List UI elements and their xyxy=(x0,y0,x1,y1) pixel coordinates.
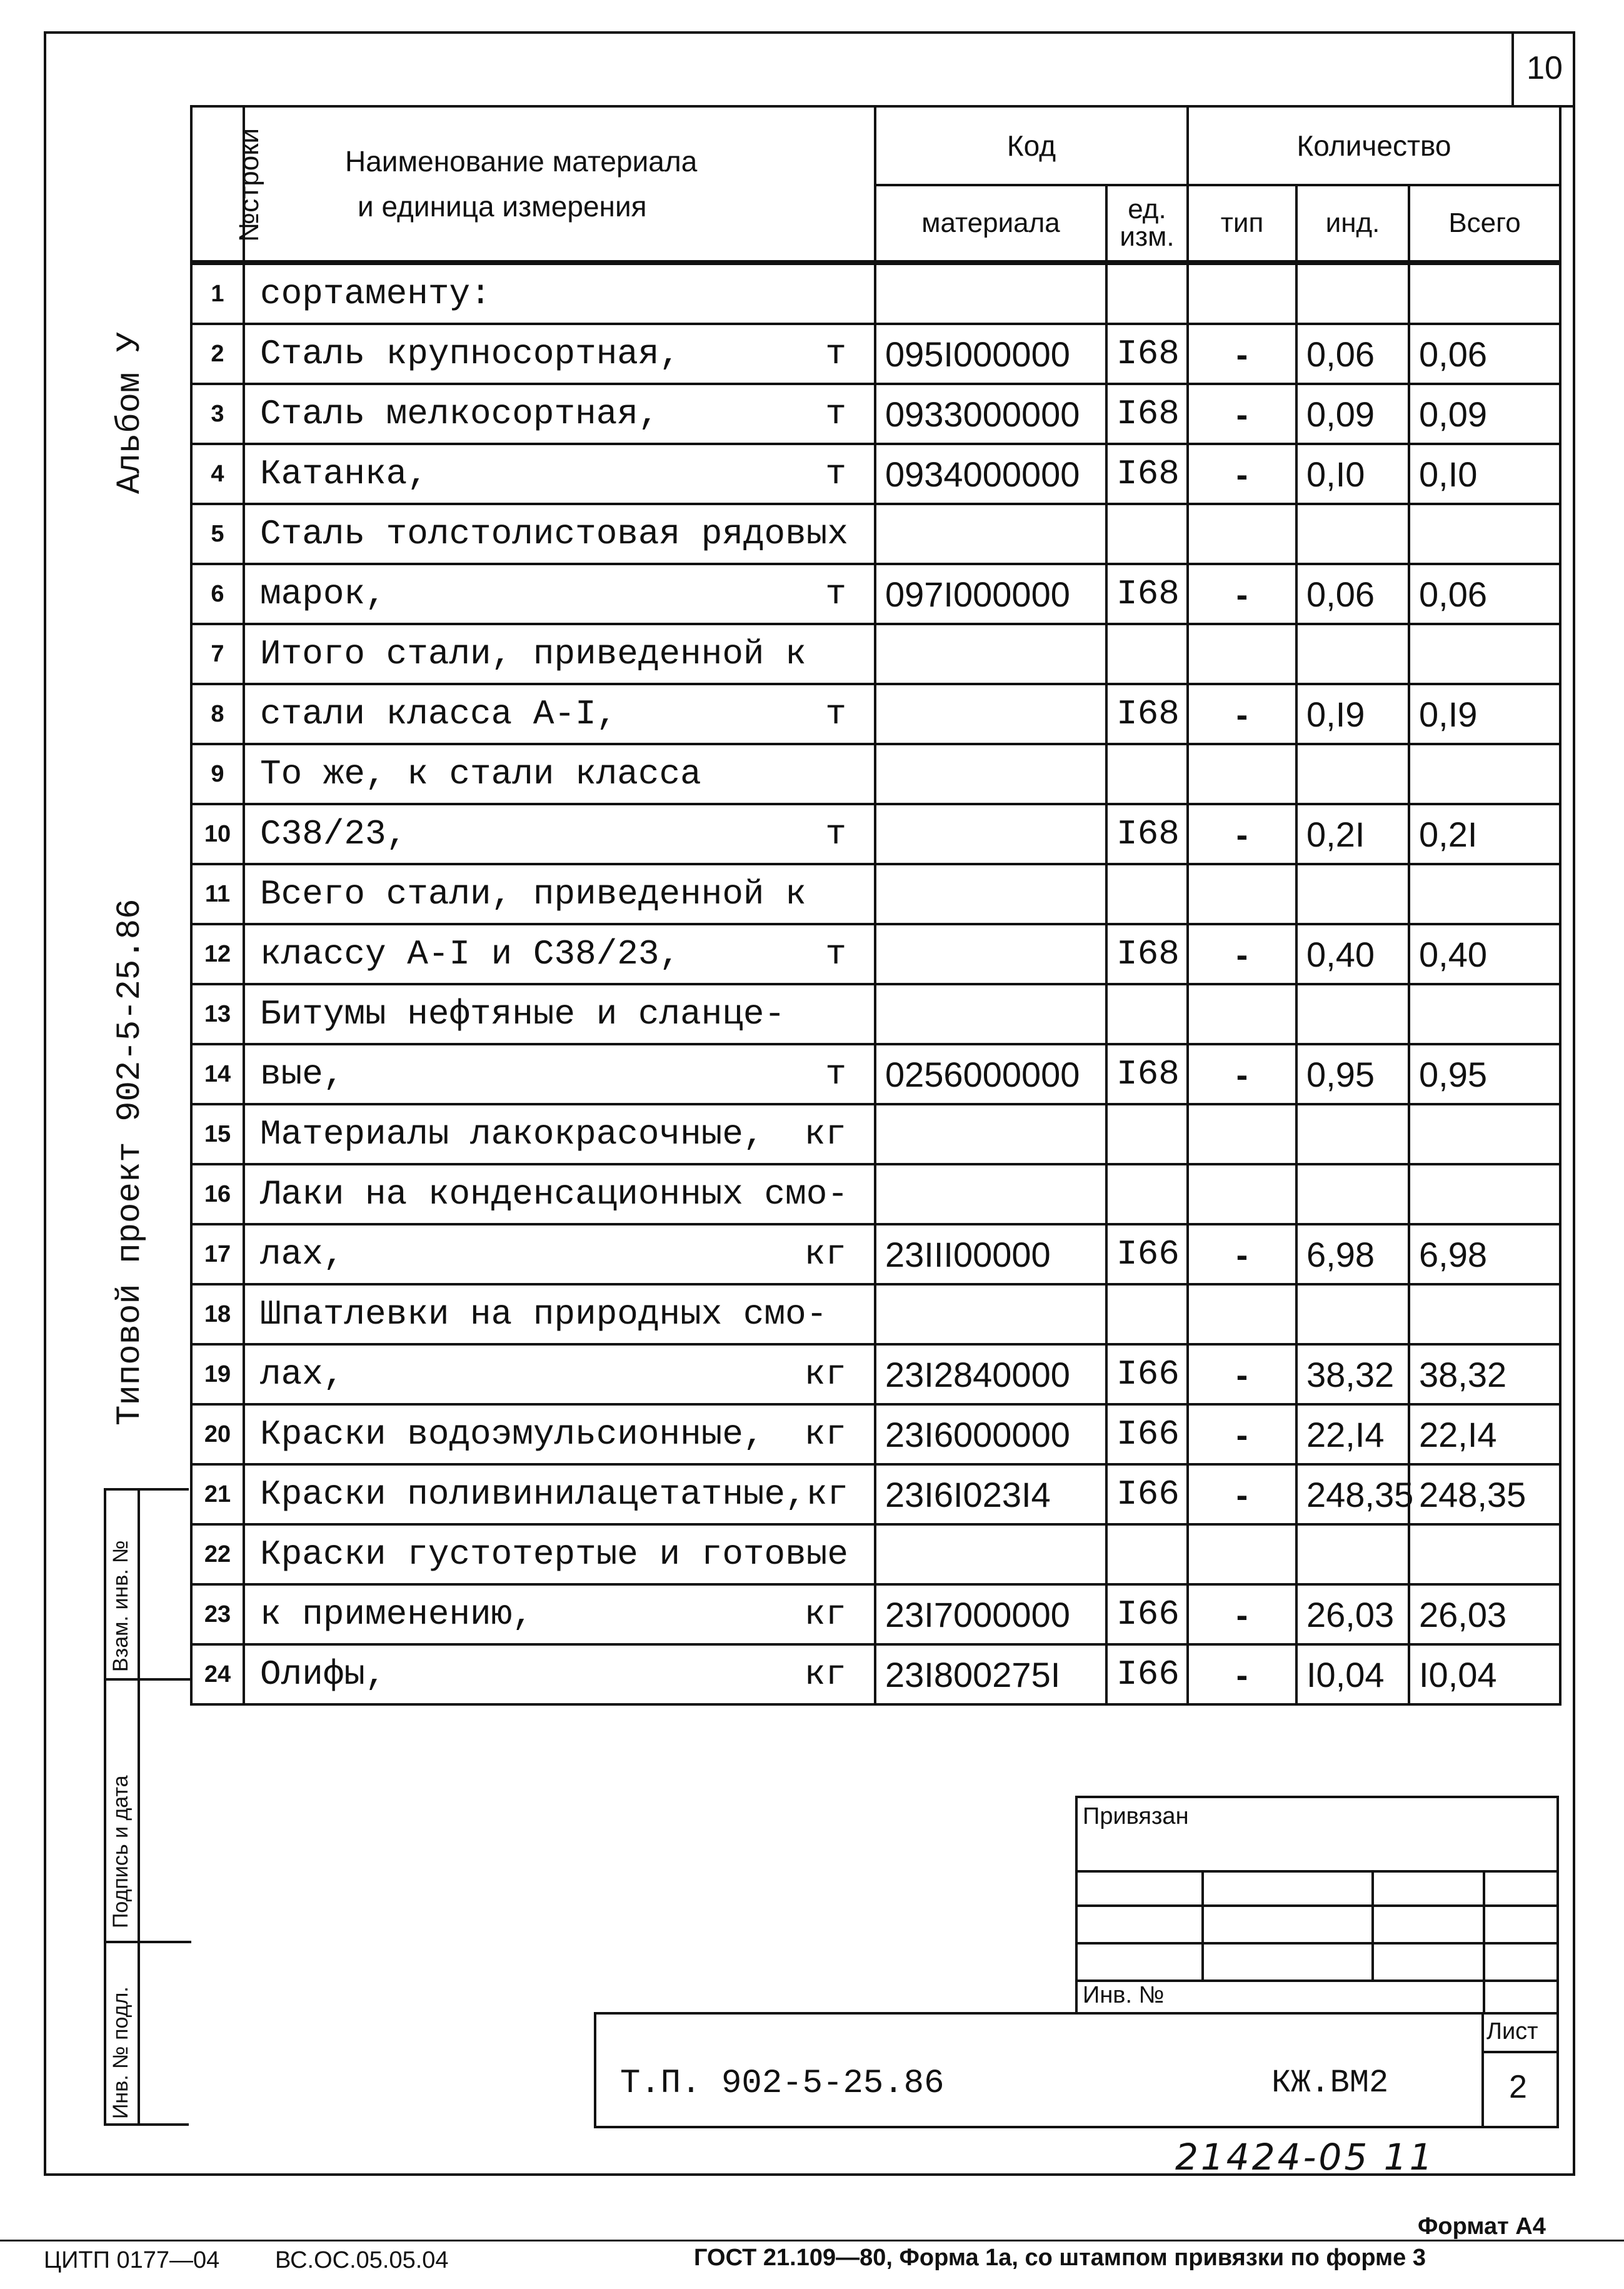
footer-mid: ВС.ОС.05.05.04 xyxy=(275,2247,449,2273)
linked-label: Привязан xyxy=(1083,1803,1189,1829)
material-name xyxy=(244,1524,875,1584)
qty-total: 0,06 xyxy=(1409,564,1560,624)
material-code: 23III00000 xyxy=(875,1224,1106,1284)
table-row xyxy=(191,1524,1560,1584)
material-name-text: Материалы лакокрасочные, xyxy=(260,1114,764,1154)
table-row xyxy=(191,1464,1560,1524)
qty-total xyxy=(1409,1284,1560,1344)
qty-ind: 0,40 xyxy=(1296,924,1409,984)
qty-ind: 38,32 xyxy=(1296,1344,1409,1404)
row-number: 23 xyxy=(191,1584,244,1644)
sheet-value: 2 xyxy=(1509,2069,1527,2105)
material-name xyxy=(244,1224,875,1284)
footer-format: Формат А4 xyxy=(1418,2213,1546,2240)
qty-type: - xyxy=(1188,1644,1296,1704)
album-title: Альбом У xyxy=(111,331,149,494)
row-number: 21 xyxy=(191,1464,244,1524)
qty-type: - xyxy=(1188,1584,1296,1644)
unit-code xyxy=(1106,1164,1188,1224)
qty-ind: 0,06 xyxy=(1296,564,1409,624)
qty-total: 0,2I xyxy=(1409,804,1560,864)
row-number: 13 xyxy=(191,984,244,1044)
row-number: 10 xyxy=(191,804,244,864)
material-name xyxy=(244,1344,875,1404)
material-name-text: Сталь мелкосортная, xyxy=(260,394,659,434)
qty-ind: I0,04 xyxy=(1296,1644,1409,1704)
material-name-text: Всего стали, приведенной к xyxy=(260,874,806,914)
qty-type xyxy=(1188,864,1296,924)
unit-code: I66 xyxy=(1106,1404,1188,1464)
material-name xyxy=(244,1104,875,1164)
qty-ind: 0,95 xyxy=(1296,1044,1409,1104)
unit-code: I68 xyxy=(1106,684,1188,744)
material-unit: т xyxy=(825,814,846,854)
qty-type: - xyxy=(1188,1404,1296,1464)
material-code xyxy=(875,744,1106,804)
material-unit: кг xyxy=(804,1354,846,1394)
material-unit: т xyxy=(825,454,846,494)
table-row xyxy=(191,864,1560,924)
unit-code xyxy=(1106,1524,1188,1584)
qty-total xyxy=(1409,984,1560,1044)
header-qty-total: Всего xyxy=(1409,185,1560,263)
header-quantity: Количество xyxy=(1188,106,1560,185)
row-number: 2 xyxy=(191,324,244,384)
material-name xyxy=(244,324,875,384)
title-block xyxy=(594,2012,1559,2128)
qty-total: 38,32 xyxy=(1409,1344,1560,1404)
material-name xyxy=(244,1164,875,1224)
qty-type xyxy=(1188,744,1296,804)
material-name xyxy=(244,384,875,444)
material-name-text: Краски густотертые и готовые xyxy=(260,1534,848,1574)
handwritten-note: 21424-05 11 xyxy=(1175,2136,1435,2178)
qty-ind xyxy=(1296,1284,1409,1344)
material-code xyxy=(875,1524,1106,1584)
material-unit: кг xyxy=(804,1414,846,1454)
material-code xyxy=(875,1104,1106,1164)
row-number: 1 xyxy=(191,263,244,324)
material-name xyxy=(244,804,875,864)
material-unit: кг xyxy=(804,1594,846,1634)
qty-type xyxy=(1188,1164,1296,1224)
material-code xyxy=(875,263,1106,324)
sheet-label: Лист xyxy=(1486,2018,1538,2045)
row-number: 16 xyxy=(191,1164,244,1224)
row-number: 18 xyxy=(191,1284,244,1344)
qty-type xyxy=(1188,624,1296,684)
unit-code: I68 xyxy=(1106,384,1188,444)
material-code: 23I6I023I4 xyxy=(875,1464,1106,1524)
unit-code xyxy=(1106,1104,1188,1164)
material-code xyxy=(875,1284,1106,1344)
table-row xyxy=(191,504,1560,564)
material-name-text: Лаки на конденсационных смо- xyxy=(260,1174,848,1214)
qty-total xyxy=(1409,1524,1560,1584)
qty-total xyxy=(1409,864,1560,924)
sheet-number: 10 xyxy=(1511,31,1575,108)
row-number: 14 xyxy=(191,1044,244,1104)
qty-type: - xyxy=(1188,1044,1296,1104)
unit-code: I68 xyxy=(1106,924,1188,984)
material-unit: т xyxy=(825,574,846,614)
material-name-text: С38/23, xyxy=(260,814,408,854)
material-unit: т xyxy=(825,694,846,734)
unit-code: I66 xyxy=(1106,1584,1188,1644)
material-name xyxy=(244,1584,875,1644)
material-name-text: к применению, xyxy=(260,1594,533,1634)
material-code xyxy=(875,924,1106,984)
row-number: 4 xyxy=(191,444,244,504)
row-number: 11 xyxy=(191,864,244,924)
material-name xyxy=(244,1284,875,1344)
qty-total xyxy=(1409,1104,1560,1164)
material-code xyxy=(875,624,1106,684)
unit-code: I66 xyxy=(1106,1344,1188,1404)
material-name-text: Краски поливинилацетатные, xyxy=(260,1474,806,1514)
qty-ind xyxy=(1296,984,1409,1044)
material-code: 0934000000 xyxy=(875,444,1106,504)
material-name-text: сортаменту: xyxy=(260,274,491,314)
material-code xyxy=(875,684,1106,744)
qty-type: - xyxy=(1188,324,1296,384)
qty-ind xyxy=(1296,744,1409,804)
material-name-text: Битумы нефтяные и сланце- xyxy=(260,994,786,1034)
table-row xyxy=(191,1584,1560,1644)
project-code: Т.П. 902-5-25.86 xyxy=(620,2065,945,2103)
material-name xyxy=(244,263,875,324)
row-number: 6 xyxy=(191,564,244,624)
qty-ind: 0,2I xyxy=(1296,804,1409,864)
qty-total: 0,06 xyxy=(1409,324,1560,384)
qty-ind: 26,03 xyxy=(1296,1584,1409,1644)
qty-ind: 0,09 xyxy=(1296,384,1409,444)
qty-type: - xyxy=(1188,804,1296,864)
qty-ind: 0,I9 xyxy=(1296,684,1409,744)
material-unit: т xyxy=(825,1054,846,1094)
qty-total: 0,I9 xyxy=(1409,684,1560,744)
material-name-text: То же, к стали класса xyxy=(260,754,701,794)
material-name xyxy=(244,1044,875,1104)
footer-left: ЦИТП 0177—04 xyxy=(44,2247,220,2273)
material-name xyxy=(244,1404,875,1464)
materials-table xyxy=(190,105,1561,1706)
material-name xyxy=(244,924,875,984)
material-unit: т xyxy=(825,934,846,974)
left-stamp-original: Инв. № подл. xyxy=(109,1986,133,2119)
table-row xyxy=(191,444,1560,504)
material-code: 23I7000000 xyxy=(875,1584,1106,1644)
table-row xyxy=(191,804,1560,864)
qty-type: - xyxy=(1188,924,1296,984)
header-code-unit: ед. изм. xyxy=(1106,185,1188,263)
qty-type xyxy=(1188,984,1296,1044)
material-unit: кг xyxy=(804,1234,846,1274)
table-row xyxy=(191,324,1560,384)
qty-ind xyxy=(1296,1164,1409,1224)
material-name xyxy=(244,744,875,804)
qty-total: 0,09 xyxy=(1409,384,1560,444)
left-stamp-replaced: Взам. инв. № xyxy=(109,1540,133,1672)
qty-ind xyxy=(1296,1524,1409,1584)
material-name-text: Шпатлевки на природных смо- xyxy=(260,1294,828,1334)
material-name-text: Олифы, xyxy=(260,1654,386,1694)
table-row xyxy=(191,1044,1560,1104)
material-name-text: Катанка, xyxy=(260,454,428,494)
material-name-text: лах, xyxy=(260,1354,344,1394)
table-row xyxy=(191,1284,1560,1344)
table-row xyxy=(191,1164,1560,1224)
unit-code xyxy=(1106,624,1188,684)
unit-code: I68 xyxy=(1106,1044,1188,1104)
unit-code: I66 xyxy=(1106,1644,1188,1704)
qty-total: 0,95 xyxy=(1409,1044,1560,1104)
material-code xyxy=(875,1164,1106,1224)
header-qty-ind: инд. xyxy=(1296,185,1409,263)
material-code xyxy=(875,864,1106,924)
row-number: 3 xyxy=(191,384,244,444)
qty-total xyxy=(1409,263,1560,324)
material-name xyxy=(244,1464,875,1524)
row-number: 15 xyxy=(191,1104,244,1164)
row-number: 9 xyxy=(191,744,244,804)
inv-label: Инв. № xyxy=(1083,1982,1165,2008)
row-number: 20 xyxy=(191,1404,244,1464)
material-name-text: Краски водоэмульсионные, xyxy=(260,1414,764,1454)
qty-total: I0,04 xyxy=(1409,1644,1560,1704)
material-name-text: Сталь крупносортная, xyxy=(260,334,681,374)
table-row xyxy=(191,924,1560,984)
material-name-text: Сталь толстолистовая рядовых xyxy=(260,514,848,554)
row-number: 7 xyxy=(191,624,244,684)
material-name xyxy=(244,504,875,564)
qty-type xyxy=(1188,263,1296,324)
qty-total: 22,I4 xyxy=(1409,1404,1560,1464)
unit-code: I68 xyxy=(1106,804,1188,864)
material-code: 23I2840000 xyxy=(875,1344,1106,1404)
qty-type: - xyxy=(1188,1344,1296,1404)
footer-right: ГОСТ 21.109—80, Форма 1а, со штампом привязки по форме 3 xyxy=(694,2245,1426,2271)
material-name xyxy=(244,564,875,624)
qty-ind xyxy=(1296,864,1409,924)
table-row xyxy=(191,984,1560,1044)
qty-ind: 0,06 xyxy=(1296,324,1409,384)
row-number: 19 xyxy=(191,1344,244,1404)
table-row xyxy=(191,624,1560,684)
qty-ind xyxy=(1296,624,1409,684)
material-code: 095I000000 xyxy=(875,324,1106,384)
qty-ind xyxy=(1296,263,1409,324)
table-row xyxy=(191,1644,1560,1704)
unit-code: I66 xyxy=(1106,1464,1188,1524)
material-code: 23I800275I xyxy=(875,1644,1106,1704)
qty-total: 0,40 xyxy=(1409,924,1560,984)
material-name-text: лах, xyxy=(260,1234,344,1274)
table-row xyxy=(191,564,1560,624)
unit-code: I68 xyxy=(1106,444,1188,504)
table-row xyxy=(191,1404,1560,1464)
unit-code: I66 xyxy=(1106,1224,1188,1284)
unit-code: I68 xyxy=(1106,564,1188,624)
material-name-text: классу А-I и С38/23, xyxy=(260,934,681,974)
qty-total: 6,98 xyxy=(1409,1224,1560,1284)
material-unit: кг xyxy=(804,1114,846,1154)
material-name xyxy=(244,684,875,744)
project-title: Типовой проект 902-5-25.86 xyxy=(111,898,149,1426)
qty-ind: 6,98 xyxy=(1296,1224,1409,1284)
qty-total xyxy=(1409,504,1560,564)
material-name xyxy=(244,624,875,684)
qty-ind xyxy=(1296,1104,1409,1164)
row-number: 24 xyxy=(191,1644,244,1704)
header-qty-type: тип xyxy=(1188,185,1296,263)
material-code: 23I6000000 xyxy=(875,1404,1106,1464)
qty-total xyxy=(1409,1164,1560,1224)
table-row xyxy=(191,263,1560,324)
qty-type: - xyxy=(1188,444,1296,504)
table-row xyxy=(191,744,1560,804)
row-number: 22 xyxy=(191,1524,244,1584)
row-number: 12 xyxy=(191,924,244,984)
qty-total: 26,03 xyxy=(1409,1584,1560,1644)
material-code: 0933000000 xyxy=(875,384,1106,444)
qty-type xyxy=(1188,1284,1296,1344)
header-code: Код xyxy=(875,106,1188,185)
table-row xyxy=(191,384,1560,444)
qty-ind: 22,I4 xyxy=(1296,1404,1409,1464)
material-name-text: вые, xyxy=(260,1054,344,1094)
left-stamp-signature: Подпись и дата xyxy=(109,1775,133,1928)
qty-type xyxy=(1188,504,1296,564)
unit-code xyxy=(1106,864,1188,924)
qty-ind: 248,35 xyxy=(1296,1464,1409,1524)
material-code: 0256000000 xyxy=(875,1044,1106,1104)
row-number: 8 xyxy=(191,684,244,744)
material-name xyxy=(244,444,875,504)
qty-type: - xyxy=(1188,1224,1296,1284)
material-code xyxy=(875,804,1106,864)
table-row xyxy=(191,1224,1560,1284)
material-unit: кг xyxy=(804,1654,846,1694)
qty-total: 0,I0 xyxy=(1409,444,1560,504)
material-unit: т xyxy=(825,334,846,374)
qty-type: - xyxy=(1188,384,1296,444)
unit-code xyxy=(1106,504,1188,564)
qty-type: - xyxy=(1188,564,1296,624)
table-row xyxy=(191,1344,1560,1404)
qty-ind: 0,I0 xyxy=(1296,444,1409,504)
material-name-text: стали класса А-I, xyxy=(260,694,618,734)
unit-code: I68 xyxy=(1106,324,1188,384)
unit-code xyxy=(1106,1284,1188,1344)
table-row xyxy=(191,1104,1560,1164)
left-stamp xyxy=(104,1488,189,2126)
qty-total xyxy=(1409,744,1560,804)
qty-total: 248,35 xyxy=(1409,1464,1560,1524)
material-name xyxy=(244,864,875,924)
qty-type: - xyxy=(1188,684,1296,744)
material-code xyxy=(875,984,1106,1044)
material-name-text: марок, xyxy=(260,574,386,614)
row-number: 17 xyxy=(191,1224,244,1284)
unit-code xyxy=(1106,984,1188,1044)
row-number: 5 xyxy=(191,504,244,564)
material-name xyxy=(244,984,875,1044)
link-stamp xyxy=(1075,1796,1559,2015)
material-code: 097I000000 xyxy=(875,564,1106,624)
header-code-material: материала xyxy=(875,185,1106,263)
header-row-number: №строки xyxy=(191,106,244,263)
material-name-text: Итого стали, приведенной к xyxy=(260,634,806,674)
qty-type: - xyxy=(1188,1464,1296,1524)
header-name: Наименование материала и единица измерения xyxy=(244,106,875,263)
qty-type xyxy=(1188,1524,1296,1584)
table-row xyxy=(191,684,1560,744)
unit-code xyxy=(1106,263,1188,324)
qty-total xyxy=(1409,624,1560,684)
unit-code xyxy=(1106,744,1188,804)
material-unit: т xyxy=(825,394,846,434)
doc-code: КЖ.ВМ2 xyxy=(1271,2065,1389,2101)
material-code xyxy=(875,504,1106,564)
material-unit: кг xyxy=(806,1474,848,1514)
qty-ind xyxy=(1296,504,1409,564)
material-name xyxy=(244,1644,875,1704)
qty-type xyxy=(1188,1104,1296,1164)
